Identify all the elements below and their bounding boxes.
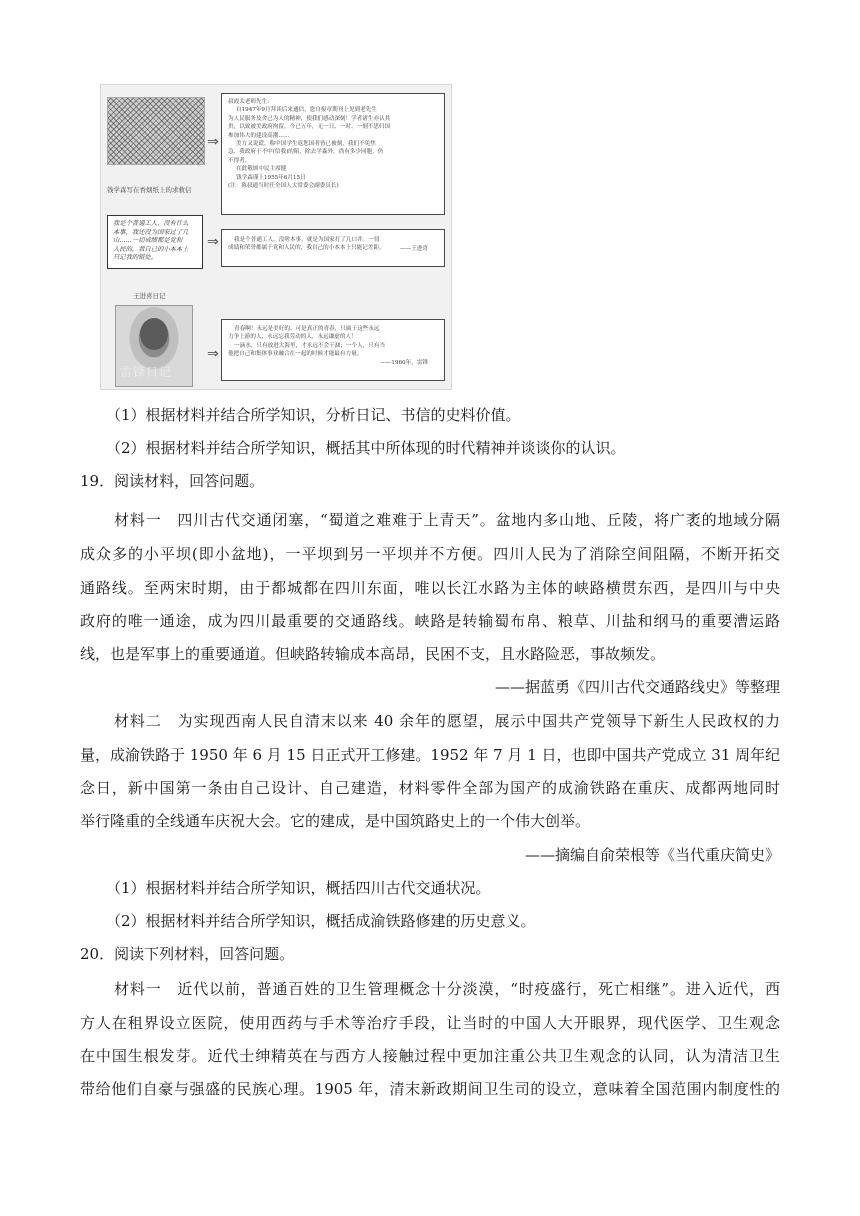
lei-feng-quote-panel (221, 319, 445, 381)
arrow-right-icon: ⇒ (207, 134, 219, 150)
q19-material-1-line: 成众多的小平坝(即小盆地)，一平坝到另一平坝并不方便。四川人民为了消除空间阻隔，不断开拓交 (80, 545, 780, 563)
letter-panel (221, 93, 445, 215)
question-20-heading: 20．阅读下列材料，回答问题。 (80, 945, 295, 963)
diary-note-image (107, 215, 203, 269)
letter-line: 不得者。 (228, 157, 251, 164)
envelope-caption: 钱学森写在香烟纸上的求救信 (107, 186, 192, 194)
arrow-right-icon: ⇒ (207, 234, 219, 250)
q20-material-1-line: 方人在租界设立医院，使用西药与手术等治疗手段，让当时的中国人大开眼界，现代医学、卫生观念 (80, 1014, 780, 1032)
envelope-image (107, 97, 205, 165)
q20-material-1-line: 在中国生根发芽。近代士绅精英在与西方人接触过程中更加注重公共卫生观念的认同，认为清洁卫生 (80, 1047, 780, 1065)
letter-line: 为人民服务及舍己为人的精神，使我们感动深刻！学者诸生亦认其 (228, 115, 391, 122)
diary-note-line: 我是个普通工人，没有什么 (113, 220, 189, 227)
diary-note-line: 本事，我还没为国家过了几 (113, 228, 189, 236)
diary-note-line: 只记我的错处。 (113, 254, 158, 261)
portrait-title: 雷锋日记 (120, 365, 173, 379)
q19-material-2-line: 念日，新中国第一条由自己设计、自己建造，材料零件全部为国产的成渝铁路在重庆、成都两地同时 (80, 779, 780, 797)
question-18-part-1: （1）根据材料并结合所学知识，分析日记、书信的史料价值。 (106, 406, 521, 424)
diary-note-line: 人民的，我自己的小本本上 (113, 245, 189, 253)
question-18-part-2: （2）根据材料并结合所学知识，概括其中所体现的时代精神并谈谈你的认识。 (106, 439, 626, 457)
worker-quote-signature: ——王进喜 (400, 245, 428, 252)
lei-feng-quote-line: 一滴水，只有放进大海里，才永远不会干涸；一个人，只有当 (234, 342, 386, 349)
portrait-image (115, 305, 193, 387)
letter-line: 参加伟大的建设高潮…… (228, 132, 290, 139)
q19-material-1-source: ——据蓝勇《四川古代交通路线史》等整理 (494, 678, 780, 696)
question-19-part-2: （2）根据材料并结合所学知识，概括成渝铁路修建的历史意义。 (106, 912, 536, 930)
letter-line: (注：陈叔通当时任全国人大常委会副委员长) (228, 183, 339, 190)
portrait-face (140, 318, 168, 350)
letter-line: 自1947年9月拜读后来通信，您自报章期刊上见到老先生 (236, 107, 377, 114)
q19-material-2-line: 举行隆重的全线通车庆祝大会。它的建成，是中国筑路史上的一个伟大创举。 (80, 812, 591, 830)
worker-quote-line: 我是个普通工人，没啥本事，就是为国家打了几口井。一切 (234, 237, 380, 243)
q19-material-1-line: 线，也是军事上的重要通道。但峡路转输成本高昂，民困不支，且水路险恶，事故频发。 (80, 645, 666, 663)
lei-feng-quote-line: 力争上游的人，永远忘我劳动的人，永远谦虚的人！ (228, 334, 357, 341)
lei-feng-quote-signature: ——1960年，雷锋 (380, 359, 428, 366)
q20-material-1-line: 材料一 近代以前，普通百姓的卫生管理概念十分淡漠，“时疫盛行，死亡相继”。进入近代，西 (114, 980, 780, 998)
arrow-right-icon: ⇒ (207, 346, 219, 362)
worker-quote-line: 成绩和荣誉都属于党和人民的，我自己的小本本上只能记差距。 (228, 245, 385, 252)
diary-caption: 王进喜日记 (133, 292, 166, 300)
q19-material-2-source: ——摘编自俞荣根等《当代重庆简史》 (524, 846, 780, 864)
q20-material-1-line: 带给他们自豪与强盛的民族心理。1905 年，清末新政期间卫生司的设立，意味着全国范围内制度性的 (80, 1080, 780, 1098)
question-19-heading: 19．阅读材料，回答问题。 (80, 472, 265, 490)
letter-line: 急，我政府于不中(信我)的陷，除去学森外，尚有多少同胞，仍 (228, 149, 384, 156)
lei-feng-quote-line: 他把自己和集体事业融合在一起的时候才能最有力量。 (228, 351, 363, 358)
letter-line: 美方又说谎，称中国学生返您国者皆已被刻，我们不免焦 (236, 141, 376, 148)
letter-line: 钱学森谨上1955年6月15日 (236, 174, 306, 181)
q19-material-1-line: 通路线。至两宋时期，由于都城都在四川东面，唯以长江水路为主体的峡路横贯东西，是四川与中央 (80, 579, 780, 597)
material-figure (100, 84, 452, 390)
letter-line: 叔霞太老师先生： (228, 99, 273, 105)
letter-line: 贵，以致被美政府拘留，今已五年，无一日、一时、一刻不思归国 (228, 124, 391, 131)
q19-material-1-line: 材料一 四川古代交通闭塞，“蜀道之难难于上青天”。盆地内多山地、丘陵，将广袤的地域分隔 (114, 511, 780, 529)
lei-feng-quote-line: 青春啊！永远是美好的，可是真正的青春，只属于这些永远 (234, 326, 380, 332)
worker-quote-panel (221, 229, 445, 267)
diary-note-line: 山……一切成绩都是党和 (113, 237, 183, 244)
q19-material-2-line: 量，成渝铁路于 1950 年 6 月 15 日正式开工修建。1952 年 7 月 1 日，也即中国共产党成立 31 周年纪 (80, 746, 781, 764)
q19-material-1-line: 政府的唯一通途，成为四川最重要的交通路线。峡路是转输蜀布帛、粮草、川盐和纲马的重要漕运路 (80, 612, 780, 630)
question-19-part-1: （1）根据材料并结合所学知识，概括四川古代交通状况。 (106, 879, 491, 897)
q19-material-2-line: 材料二 为实现西南人民自清末以来 40 余年的愿望，展示中国共产党领导下新生人民政权的力 (114, 712, 780, 730)
letter-line: 在此敬颂中民主席健 (236, 166, 287, 173)
